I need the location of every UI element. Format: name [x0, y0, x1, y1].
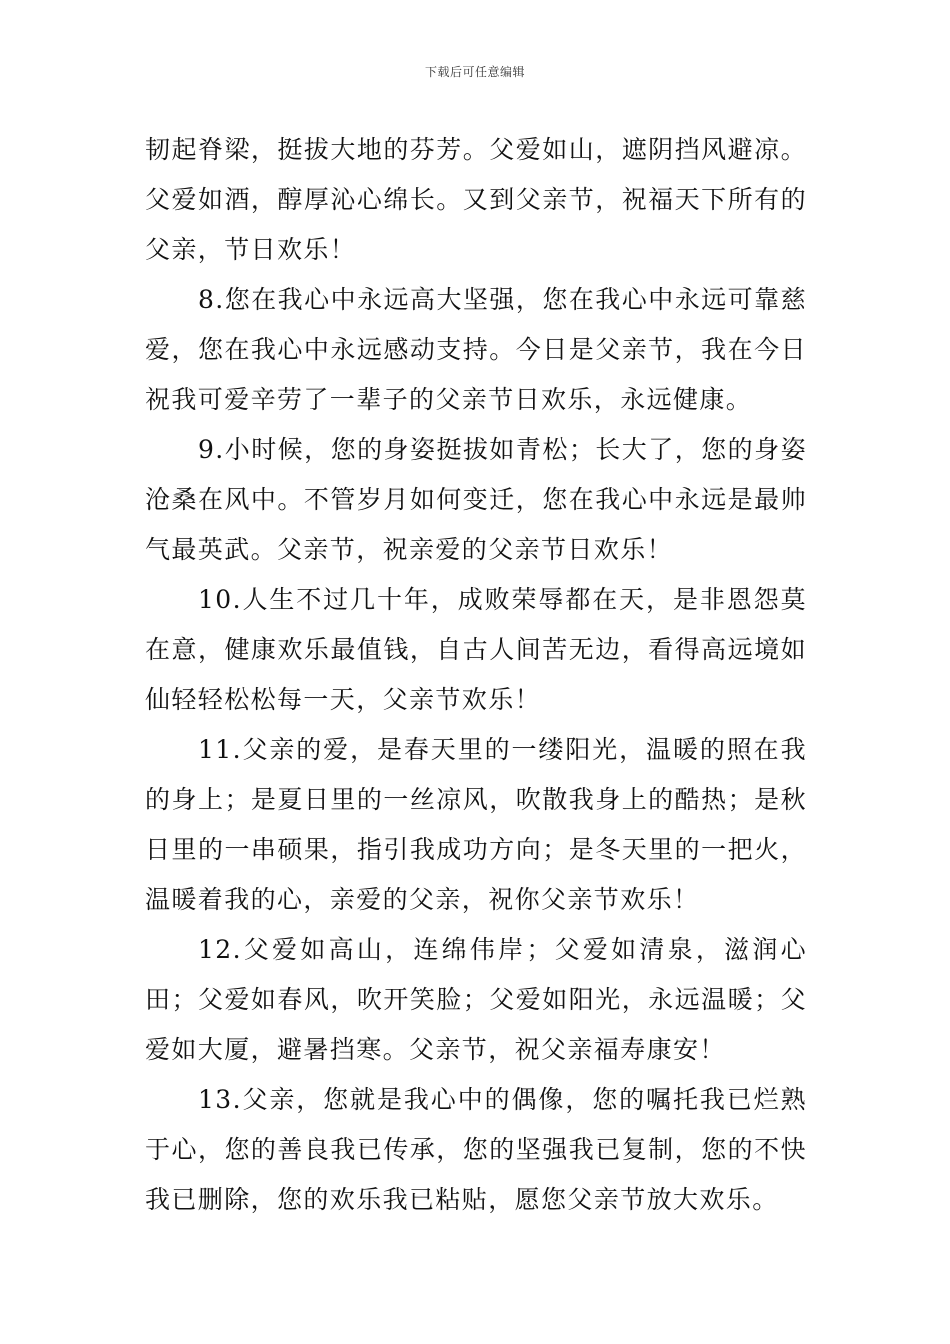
paragraph-item-12: 12.父爱如高山，连绵伟岸；父爱如清泉，滋润心田；父爱如春风，吹开笑脸；父爱如阳光，永远温暖；父爱如大厦，避暑挡寒。父亲节，祝父亲福寿康安！	[145, 935, 807, 1064]
paragraph-item-8: 8.您在我心中永远高大坚强，您在我心中永远可靠慈爱，您在我心中永远感动支持。今日是父亲节，我在今日祝我可爱辛劳了一辈子的父亲节日欢乐，永远健康。	[145, 285, 807, 414]
paragraph-item-13: 13.父亲，您就是我心中的偶像，您的嘱托我已烂熟于心，您的善良我已传承，您的坚强我已复制，您的不快我已删除，您的欢乐我已粘贴，愿您父亲节放大欢乐。	[145, 1085, 807, 1214]
page-header-note: 下载后可任意编辑	[424, 65, 525, 79]
paragraph-continued: 韧起脊梁，挺拔大地的芬芳。父爱如山，遮阴挡风避凉。父爱如酒，醇厚沁心绵长。又到父亲节，祝福天下所有的父亲，节日欢乐！	[145, 135, 807, 264]
paragraph-item-10: 10.人生不过几十年，成败荣辱都在天，是非恩怨莫在意，健康欢乐最值钱，自古人间苦无边，看得高远境如仙轻轻松松每一天，父亲节欢乐！	[145, 585, 807, 714]
document-body	[145, 125, 807, 1225]
paragraph-item-11: 11.父亲的爱，是春天里的一缕阳光，温暖的照在我的身上；是夏日里的一丝凉风，吹散我身上的酷热；是秋日里的一串硕果，指引我成功方向；是冬天里的一把火，温暖着我的心，亲爱的父亲，祝你父亲节欢乐！	[145, 735, 807, 914]
paragraph-item-9: 9.小时候，您的身姿挺拔如青松；长大了，您的身姿沧桑在风中。不管岁月如何变迁，您在我心中永远是最帅气最英武。父亲节，祝亲爱的父亲节日欢乐！	[145, 435, 807, 564]
